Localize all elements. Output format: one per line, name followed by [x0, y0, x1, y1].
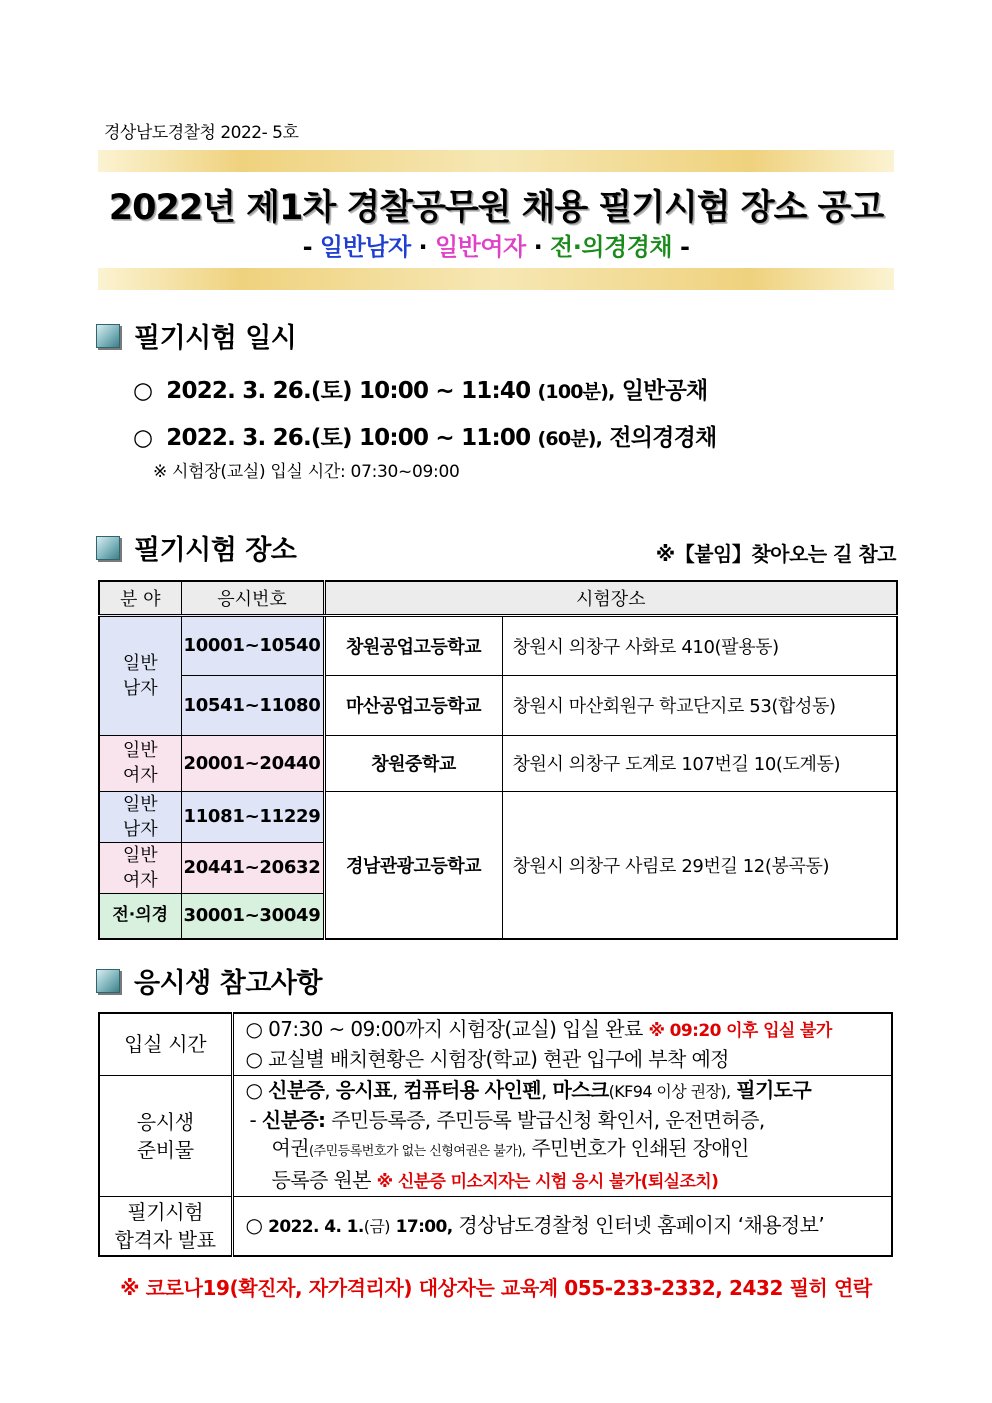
page-subtitle: [0, 227, 992, 262]
category-cell: 일반 남자: [99, 791, 181, 842]
school-cell: 마산공업고등학교: [324, 675, 502, 735]
result-date: 2022. 4. 1.: [268, 1216, 364, 1237]
passport: 여권: [271, 1135, 309, 1160]
document-number: 경상남도경찰청 2022- 5호: [104, 123, 299, 143]
circle-bullet: ○: [245, 1017, 263, 1042]
entry-time-body: [232, 1013, 892, 1075]
circle-bullet: ○: [245, 1212, 263, 1237]
subtitle-general-male: 일반남자: [319, 233, 411, 261]
id-list: 주민등록증, 주민등록 발급신청 확인서, 운전면허증,: [331, 1107, 765, 1132]
item-sign-pen: 컴퓨터용 사인펜: [403, 1077, 541, 1102]
schedule-line-general: [133, 372, 707, 405]
location-heading-text: 필기시험 장소: [134, 535, 297, 566]
table-row: [99, 735, 897, 791]
location-heading: [96, 528, 296, 567]
header-place: 시험장소: [324, 581, 897, 615]
schedule-heading-text: 필기시험 일시: [134, 323, 297, 354]
result-label-line2: 합격자 발표: [114, 1227, 216, 1252]
schedule-datetime: 2022. 3. 26.(토) 10:00 ~ 11:40: [166, 378, 531, 404]
schedule-line-special: [133, 419, 716, 452]
comma: ,: [392, 1077, 398, 1102]
page-title: 2022년 제1차 경찰공무원 채용 필기시험 장소 공고: [108, 188, 884, 228]
subtitle-dash-right: -: [672, 233, 690, 261]
circle-bullet: ○: [133, 378, 153, 404]
table-header-row: [99, 581, 897, 615]
notes-heading-text: 응시생 참고사항: [134, 968, 322, 999]
category-cell: 일반 여자: [99, 735, 181, 791]
number-range-cell: 30001~30049: [181, 893, 324, 939]
square-bullet-icon: [96, 324, 120, 348]
exam-location-table: [98, 580, 898, 940]
subtitle-dot: ·: [525, 233, 551, 261]
schedule-heading: [96, 316, 296, 355]
item-writing-tools: 필기도구: [736, 1077, 812, 1102]
category-cell: 전·의경: [99, 893, 181, 939]
result-time: 17:00,: [395, 1216, 453, 1237]
item-id: 신분증: [268, 1077, 325, 1102]
number-range-cell: 11081~11229: [181, 791, 324, 842]
table-row: [99, 1013, 892, 1075]
subtitle-dash-left: -: [302, 233, 320, 261]
items-label-line1: 응시생: [136, 1109, 194, 1134]
items-body: [232, 1075, 892, 1196]
header-field: 분 야: [99, 581, 181, 615]
room-assignment-note: ○ 교실별 배치현황은 시험장(학교) 현관 입구에 부착 예정: [245, 1047, 729, 1072]
circle-bullet: ○: [245, 1077, 263, 1102]
title-bottom-bar: [98, 268, 894, 290]
school-cell: 창원중학교: [324, 735, 502, 791]
entry-time-text: 07:30 ~ 09:00까지 시험장(교실) 입실 완료: [268, 1017, 643, 1042]
number-range-cell: 10541~11080: [181, 675, 324, 735]
result-label: [99, 1196, 232, 1256]
mask-note: (KF94 이상 권장),: [608, 1081, 731, 1101]
disability-card: 주민번호가 인쇄된 장애인: [531, 1135, 749, 1160]
number-range-cell: 20001~20440: [181, 735, 324, 791]
schedule-duration: (100분),: [537, 381, 615, 403]
comma: ,: [324, 1077, 331, 1102]
school-cell: 경남관광고등학교: [324, 791, 502, 939]
square-bullet-icon: [96, 536, 120, 560]
subtitle-special: 전·의경경채: [550, 233, 673, 261]
result-text: 경상남도경찰청 인터넷 홈페이지 ‘채용정보’: [458, 1212, 825, 1237]
address-cell: 창원시 의창구 사림로 29번길 12(봉곡동): [502, 791, 897, 939]
schedule-datetime: 2022. 3. 26.(토) 10:00 ~ 11:00: [166, 425, 531, 451]
category-cell: 일반 남자: [99, 615, 181, 735]
notes-heading: [96, 961, 322, 1000]
address-cell: 창원시 마산회원구 학교단지로 53(합성동): [502, 675, 897, 735]
number-range-cell: 10001~10540: [181, 615, 324, 675]
category-cell: 일반 여자: [99, 842, 181, 893]
table-row: [99, 1196, 892, 1256]
item-admission-ticket: 응시표: [335, 1077, 392, 1102]
table-row: [99, 615, 897, 675]
directions-reference: ※【붙임】찾아오는 길 참고: [655, 542, 896, 566]
schedule-duration: (60분),: [537, 428, 603, 450]
result-body: [232, 1196, 892, 1256]
items-label-line2: 준비물: [136, 1137, 194, 1162]
item-mask: 마스크: [552, 1077, 609, 1102]
id-missing-warning: ※ 신분증 미소지자는 시험 응시 불가(퇴실조치): [376, 1171, 719, 1192]
school-cell: 창원공업고등학교: [324, 615, 502, 675]
comma: ,: [540, 1077, 547, 1102]
subtitle-dot: ·: [410, 233, 435, 261]
number-range-cell: 20441~20632: [181, 842, 324, 893]
candidate-notes-table: [98, 1012, 893, 1257]
address-cell: 창원시 의창구 사화로 410(팔용동): [502, 615, 897, 675]
result-label-line1: 필기시험: [127, 1199, 204, 1224]
table-row: [99, 791, 897, 842]
square-bullet-icon: [96, 969, 120, 993]
registration-original: 등록증 원본: [271, 1167, 371, 1192]
entry-time-label: 입실 시간: [99, 1013, 232, 1075]
items-label: [99, 1075, 232, 1196]
table-row: [99, 1075, 892, 1196]
dash-bullet: -: [249, 1107, 262, 1132]
entry-time-note: ※ 시험장(교실) 입실 시간: 07:30~09:00: [153, 462, 460, 482]
table-row: [99, 675, 897, 735]
late-entry-warning: ※ 09:20 이후 입실 불가: [648, 1021, 832, 1042]
id-label: 신분증:: [261, 1107, 326, 1132]
title-top-bar: [98, 150, 894, 172]
address-cell: 창원시 의창구 도계로 107번길 10(도계동): [502, 735, 897, 791]
schedule-target: 전의경경채: [609, 425, 717, 451]
covid-notice: ※ 코로나19(확진자, 자가격리자) 대상자는 교육계 055-233-2332, 2432 필히 연락: [120, 1276, 872, 1300]
passport-note: (주민등록번호가 없는 신형여권은 불가),: [308, 1143, 526, 1159]
schedule-target: 일반공채: [621, 378, 708, 404]
header-number: 응시번호: [181, 581, 324, 615]
circle-bullet: ○: [133, 425, 153, 451]
subtitle-general-female: 일반여자: [434, 233, 526, 261]
result-day: (금): [363, 1216, 390, 1236]
